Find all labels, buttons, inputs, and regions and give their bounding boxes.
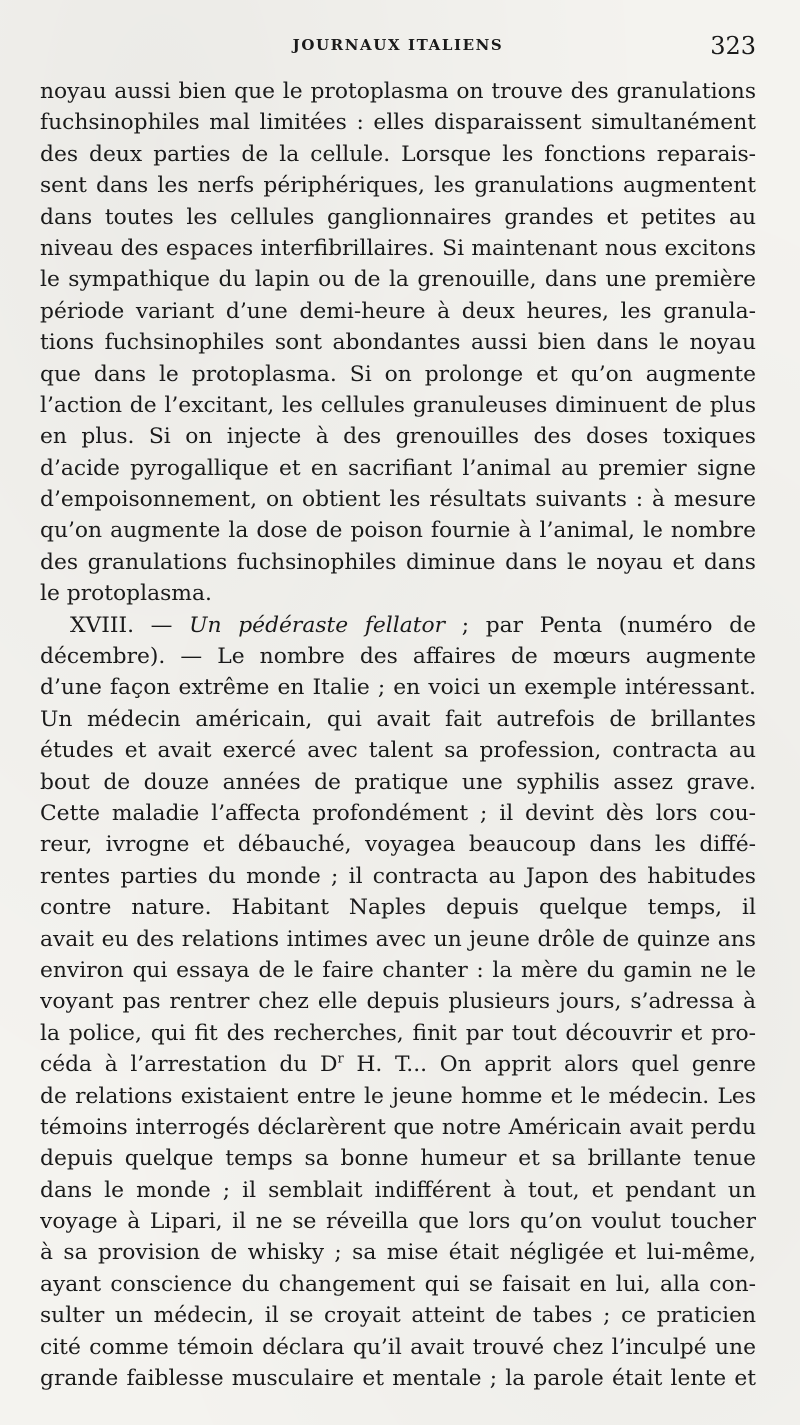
text-line: à sa provision de whisky ; sa mise était négligée et lui-même,	[40, 1240, 756, 1266]
text-line: décembre). — Le nombre des affaires de mœurs augmente	[40, 644, 756, 670]
text-line: des deux parties de la cellule. Lorsque les fonctions reparais-	[40, 141, 756, 167]
text-line: contre nature. Habitant Naples depuis quelque temps, il	[40, 895, 756, 921]
text-line: fuchsinophiles mal limitées : elles disparaissent simultanément	[40, 110, 756, 136]
text-line: dans toutes les cellules ganglionnaires grandes et petites au	[40, 204, 756, 230]
text-line: tions fuchsinophiles sont abondantes aussi bien dans le noyau	[40, 330, 756, 356]
text-line: noyau aussi bien que le protoplasma on trouve des granulations	[40, 79, 756, 104]
text-line: la police, qui fit des recherches, finit par tout découvrir et pro-	[40, 1020, 756, 1046]
text-line: sent dans les nerfs périphériques, les granulations augmentent	[40, 173, 756, 199]
text-fragment: céda à l’arrestation du D	[40, 1052, 338, 1078]
text-line: d’une façon extrême en Italie ; en voici un exemple intéressant.	[40, 675, 756, 701]
superscript: r	[337, 1051, 344, 1067]
text-line: niveau des espaces interfibrillaires. Si maintenant nous excitons	[40, 235, 756, 261]
text-line: sulter un médecin, il se croyait atteint de tabes ; ce praticien	[40, 1303, 756, 1329]
page-number: 323	[710, 32, 756, 60]
text-line: de relations existaient entre le jeune homme et le médecin. Les	[40, 1083, 756, 1109]
text-line: qu’on augmente la dose de poison fournie à l’animal, le nombre	[40, 518, 756, 544]
body-text	[40, 76, 756, 1394]
text-line: depuis quelque temps sa bonne humeur et sa brillante tenue	[40, 1146, 756, 1172]
section-heading-line	[40, 610, 756, 641]
text-line: le sympathique du lapin ou de la grenouille, dans une première	[40, 267, 756, 293]
text-line: rentes parties du monde ; il contracta au Japon des habitudes	[40, 863, 756, 889]
text-line: reur, ivrogne et débauché, voyagea beaucoup dans les diffé-	[40, 832, 756, 858]
text-line: que dans le protoplasma. Si on prolonge et qu’on augmente	[40, 361, 756, 387]
article-source: ; par Penta (numéro de	[445, 612, 756, 638]
text-line: ayant conscience du changement qui se faisait en lui, alla con-	[40, 1271, 756, 1297]
article-title: Un pédéraste fellator	[189, 612, 446, 638]
text-line: dans le monde ; il semblait indifférent à tout, et pendant un	[40, 1177, 756, 1203]
page-header	[40, 34, 756, 64]
text-line: le protoplasma.	[40, 581, 212, 607]
text-line: cité comme témoin déclara qu’il avait trouvé chez l’inculpé une	[40, 1334, 756, 1360]
text-line: l’action de l’excitant, les cellules granuleuses diminuent de plus	[40, 392, 756, 418]
section-number: XVIII. —	[70, 612, 190, 638]
text-line: voyant pas rentrer chez elle depuis plusieurs jours, s’adressa à	[40, 989, 756, 1015]
text-line: grande faiblesse musculaire et mentale ; la parole était lente et	[40, 1366, 756, 1392]
text-line: témoins interrogés déclarèrent que notre Américain avait perdu	[40, 1114, 756, 1140]
running-head: JOURNAUX ITALIENS	[292, 36, 504, 54]
text-line: avait eu des relations intimes avec un jeune drôle de quinze ans	[40, 926, 756, 952]
text-line: période variant d’une demi-heure à deux heures, les granula-	[40, 298, 756, 324]
text-line: en plus. Si on injecte à des grenouilles des doses toxiques	[40, 424, 756, 450]
text-fragment: H. T... On apprit alors quel genre	[343, 1052, 756, 1078]
text-line: des granulations fuchsinophiles diminue dans le noyau et dans	[40, 549, 756, 575]
text-line: études et avait exercé avec talent sa profession, contracta au	[40, 738, 756, 764]
text-line: Cette maladie l’affecta profondément ; il devint dès lors cou-	[40, 800, 756, 826]
text-line: bout de douze années de pratique une syphilis assez grave.	[40, 769, 756, 795]
text-line: Un médecin américain, qui avait fait autrefois de brillantes	[40, 706, 756, 732]
text-line: d’empoisonnement, on obtient les résultats suivants : à mesure	[40, 487, 756, 513]
text-line: d’acide pyrogallique et en sacrifiant l’animal au premier signe	[40, 455, 756, 481]
text-line	[40, 1049, 756, 1080]
text-line: voyage à Lipari, il ne se réveilla que lors qu’on voulut toucher	[40, 1209, 756, 1235]
text-line: environ qui essaya de le faire chanter : la mère du gamin ne le	[40, 957, 756, 983]
